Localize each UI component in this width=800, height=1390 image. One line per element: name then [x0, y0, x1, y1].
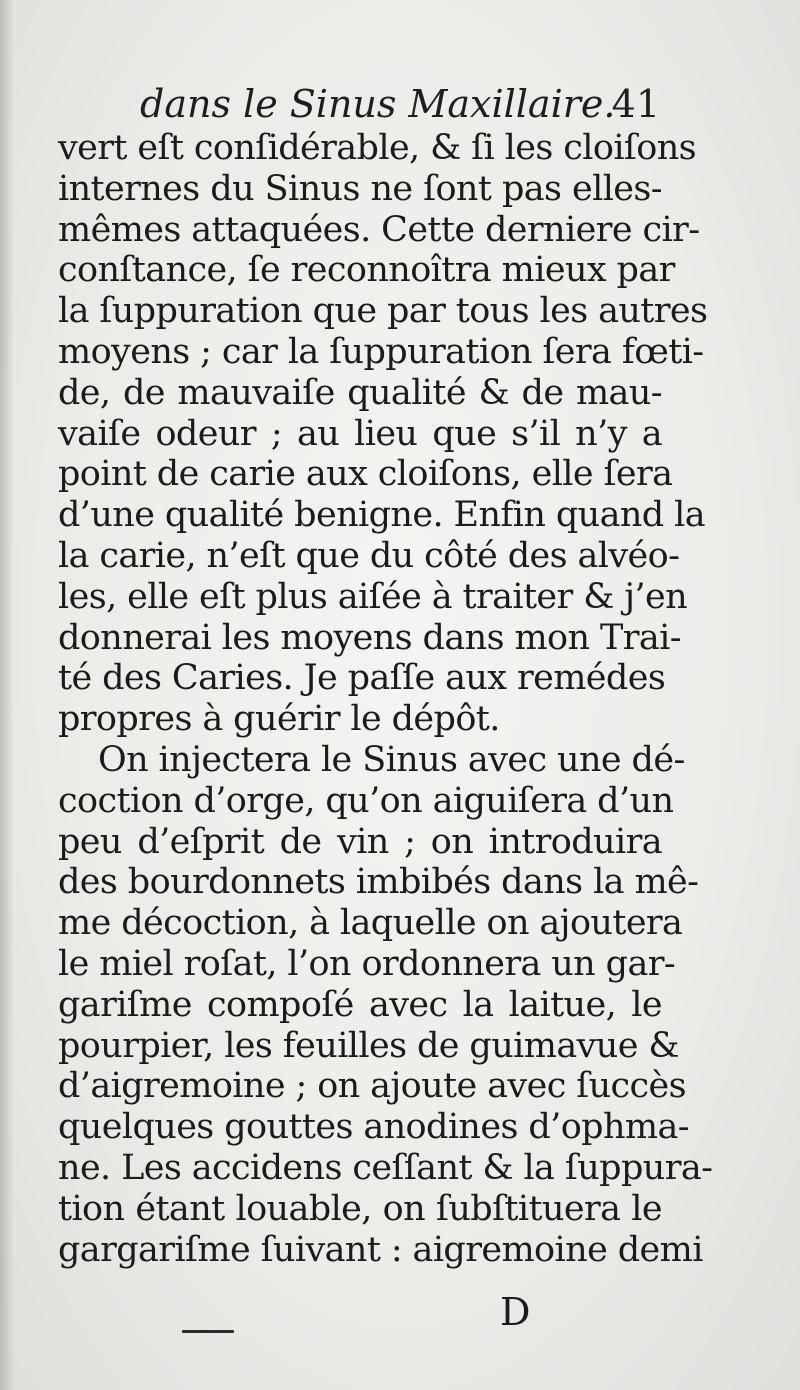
- body-text: [58, 128, 713, 1270]
- text-line: ne. Les accidens ceſſant & la ſuppura-: [58, 1147, 713, 1188]
- text-line: le miel roſat, l’on ordonnera un gar-: [58, 943, 676, 984]
- text-line: quelques gouttes anodines d’ophma-: [58, 1107, 689, 1148]
- signature-mark: D: [500, 1290, 531, 1334]
- text-line: la ſuppuration que par tous les autres: [58, 291, 708, 332]
- page-number: 41: [611, 82, 660, 126]
- page-edge-shadow: [0, 0, 14, 1390]
- text-line: vert eſt conſidérable, & ſi les cloiſons: [58, 128, 697, 168]
- running-head: [140, 78, 660, 134]
- catchword-rule: [182, 1330, 234, 1333]
- text-line: gargariſme ſuivant : aigremoine demi: [58, 1229, 703, 1270]
- text-line: gariſme compoſé avec la laitue, le: [58, 984, 662, 1025]
- text-line: d’une qualité benigne. Enfin quand la: [58, 495, 705, 536]
- text-line: point de carie aux cloiſons, elle ſera: [58, 454, 673, 495]
- paragraph-start-line: On injectera le Sinus avec une dé-: [98, 739, 685, 780]
- text-line: mêmes attaquées. Cette derniere cir-: [58, 209, 700, 250]
- text-line: tion étant louable, on ſubſtituera le: [58, 1188, 662, 1229]
- text-line: conſtance, ſe reconnoîtra mieux par: [58, 250, 675, 291]
- text-line: té des Caries. Je paſſe aux remédes: [58, 658, 666, 699]
- text-line: de, de mauvaiſe qualité & de mau-: [58, 372, 662, 413]
- text-line: donnerai les moyens dans mon Trai-: [58, 617, 681, 658]
- text-line: moyens ; car la ſuppuration ſera fœti-: [58, 331, 704, 372]
- text-line: pourpier, les feuilles de guimavue &: [58, 1025, 679, 1066]
- text-line: d’aigremoine ; on ajoute avec ſuccès: [58, 1066, 687, 1107]
- running-head-title: dans le Sinus Maxillaire.: [140, 82, 616, 126]
- text-line: la carie, n’eſt que du côté des alvéo-: [58, 535, 680, 576]
- text-line: internes du Sinus ne ſont pas elles-: [58, 168, 662, 209]
- text-line: coction d’orge, qu’on aiguiſera d’un: [58, 780, 674, 821]
- text-line: me décoction, à laquelle on ajoutera: [58, 903, 683, 944]
- text-line: les, elle eſt plus aiſée à traiter & j’en: [58, 576, 688, 617]
- text-line: vaiſe odeur ; au lieu que s’il n’y a: [58, 413, 662, 454]
- text-line: peu d’eſprit de vin ; on introduira: [58, 821, 662, 862]
- text-line: des bourdonnets imbibés dans la mê-: [58, 862, 699, 903]
- text-line: propres à guérir le dépôt.: [58, 699, 500, 740]
